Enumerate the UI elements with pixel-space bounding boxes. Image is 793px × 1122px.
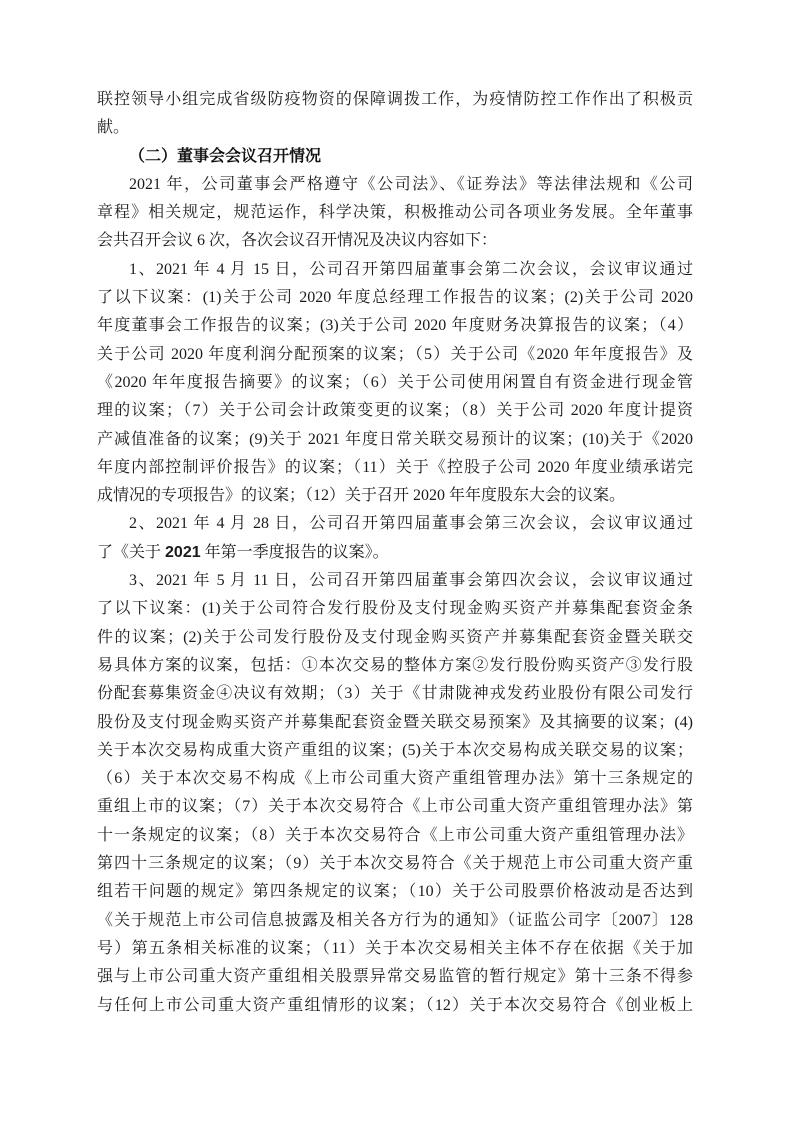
text-run: 与任何上市公司重大资产重组情形的议案；（12）关于本次交易符合《创业板上 [97, 996, 693, 1014]
text-run: 易具体方案的议案，包括：①本次交易的整体方案②发行股份购买资产③发行股 [97, 656, 693, 674]
text-run: 《关于规范上市公司信息披露及相关各方行为的通知》（证监公司字〔2007〕128 [97, 911, 693, 929]
text-line [97, 935, 693, 963]
text-line [97, 482, 693, 510]
text-run: 3、2021 年 5 月 11 日，公司召开第四届董事会第四次会议，会议审议通过 [129, 572, 693, 590]
text-run: 份配套募集资金④决议有效期；（3）关于《甘肃陇神戎发药业股份有限公司发行 [97, 685, 693, 703]
text-line [97, 793, 693, 821]
text-run: 了以下议案：(1)关于公司符合发行股份及支付现金购买资产并募集配套资金条 [97, 600, 693, 618]
text-run: 关于公司 2020 年度利润分配预案的议案；（5）关于公司《2020 年年度报告》及 [97, 345, 693, 363]
text-line [97, 312, 693, 340]
text-line [97, 171, 693, 199]
text-run: 联控领导小组完成省级防疫物资的保障调拨工作，为疫情防控工作作出了积极贡 [97, 91, 693, 108]
text-run: 号）第五条相关标准的议案；（11）关于本次交易相关主体不存在依据《关于加 [97, 939, 693, 957]
text-run: 年度董事会工作报告的议案；(3)关于公司 2020 年度财务决算报告的议案；（4） [97, 317, 693, 335]
text-run: 会共召开会议 6 次，各次会议召开情况及决议内容如下： [97, 232, 498, 250]
text-run: 十一条规定的议案；（8）关于本次交易符合《上市公司重大资产重组管理办法》 [97, 826, 693, 844]
text-line [97, 86, 693, 114]
section-heading [97, 143, 693, 171]
text-run: 了以下议案：(1)关于公司 2020 年度总经理工作报告的议案；(2)关于公司 2020 [97, 289, 693, 307]
text-run: 第四十三条规定的议案；（9）关于本次交易符合《关于规范上市公司重大资产重 [97, 855, 693, 873]
text-run: 了《关于 [97, 543, 166, 561]
text-line [97, 341, 693, 369]
text-line [97, 737, 693, 765]
text-line [97, 822, 693, 850]
text-run: 章程》相关规定，规范运作，科学决策，积极推动公司各项业务发展。全年董事 [97, 204, 693, 222]
text-run: 股份及支付现金购买资产并募集配套资金暨关联交易预案》及其摘要的议案；(4) [97, 713, 693, 731]
text-line [97, 454, 693, 482]
text-block [97, 86, 693, 1020]
text-line [97, 765, 693, 793]
text-run: （二）董事会会议召开情况 [129, 147, 322, 165]
text-line [97, 199, 693, 227]
text-run: 2021 年，公司董事会严格遵守《公司法》、《证券法》等法律法规和《公司 [129, 175, 693, 193]
text-run: 组若干问题的规定》第四条规定的议案；（10）关于公司股票价格波动是否达到 [97, 883, 693, 901]
text-line [97, 284, 693, 312]
text-run: 关于本次交易构成重大资产重组的议案；(5)关于本次交易构成关联交易的议案； [97, 741, 693, 759]
text-line [97, 567, 693, 595]
text-run: 献。 [97, 119, 130, 137]
text-line [97, 426, 693, 454]
text-run: 《2020 年年度报告摘要》的议案；（6）关于公司使用闲置自有资金进行现金管 [97, 373, 693, 391]
text-run: 年第一季度报告的议案》。 [200, 543, 389, 561]
text-run: 重组上市的议案；（7）关于本次交易符合《上市公司重大资产重组管理办法》第 [97, 798, 693, 816]
bold-text: 2021 [165, 543, 201, 561]
text-line [97, 680, 693, 708]
text-line [97, 510, 693, 538]
text-run: 强与上市公司重大资产重组相关股票异常交易监管的暂行规定》第十三条不得参 [97, 968, 693, 986]
text-run: 理的议案；（7）关于公司会计政策变更的议案；（8）关于公司 2020 年度计提资 [97, 402, 693, 420]
text-line [97, 227, 693, 255]
text-line [97, 907, 693, 935]
text-run: 成情况的专项报告》的议案；（12）关于召开 2020 年年度股东大会的议案。 [97, 487, 626, 505]
text-line [97, 850, 693, 878]
text-run: 年度内部控制评价报告》的议案；（11）关于《控股子公司 2020 年度业绩承诺完 [97, 458, 693, 476]
text-line [97, 114, 693, 142]
text-line [97, 539, 693, 567]
text-line [97, 256, 693, 284]
text-line [97, 652, 693, 680]
text-line [97, 595, 693, 623]
text-line [97, 992, 693, 1020]
text-line [97, 397, 693, 425]
text-line [97, 878, 693, 906]
text-line [97, 624, 693, 652]
text-run: 件的议案；(2)关于公司发行股份及支付现金购买资产并募集配套资金暨关联交 [97, 628, 693, 646]
text-run: 1、2021 年 4 月 15 日，公司召开第四届董事会第二次会议，会议审议通过 [129, 260, 693, 278]
text-run: 产减值准备的议案；(9)关于 2021 年度日常关联交易预计的议案；(10)关于《2020 [97, 430, 693, 448]
text-line [97, 963, 693, 991]
text-line [97, 369, 693, 397]
text-run: （6）关于本次交易不构成《上市公司重大资产重组管理办法》第十三条规定的 [97, 770, 693, 788]
text-run: 2、2021 年 4 月 28 日，公司召开第四届董事会第三次会议，会议审议通过 [129, 515, 693, 533]
text-line [97, 709, 693, 737]
